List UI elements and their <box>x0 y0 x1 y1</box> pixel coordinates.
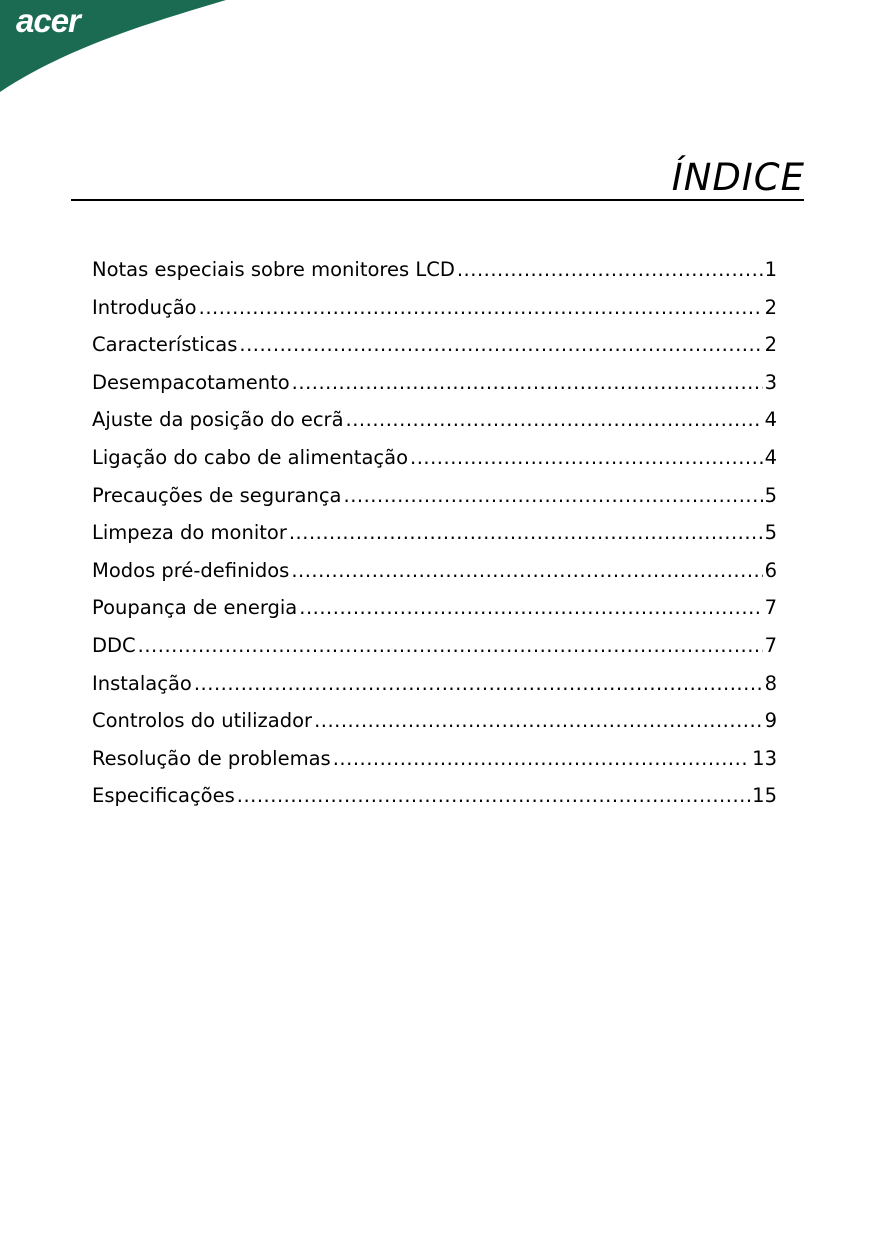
toc-leader-dots <box>289 514 763 552</box>
toc-entry-label: Precauções de segurança <box>92 483 342 507</box>
brand-logo-band <box>0 0 240 100</box>
toc-leader-dots <box>344 477 763 515</box>
toc-entry-label: Introdução <box>92 295 197 319</box>
toc-entry-page: 9 <box>764 709 777 733</box>
toc-entry[interactable] <box>92 702 777 740</box>
table-of-contents <box>92 251 777 815</box>
toc-entry-page: 13 <box>752 746 777 770</box>
toc-entry-label: Ligação do cabo de alimentação <box>92 445 408 469</box>
page-title: ÍNDICE <box>671 156 805 199</box>
toc-entry-page: 8 <box>764 671 777 695</box>
toc-entry-page: 7 <box>764 596 777 620</box>
toc-entry[interactable] <box>92 439 777 477</box>
brand-logo: acer <box>16 2 80 39</box>
toc-entry[interactable] <box>92 364 777 402</box>
toc-entry-page: 2 <box>764 295 777 319</box>
toc-entry-page: 4 <box>764 408 777 432</box>
toc-leader-dots <box>194 665 763 703</box>
toc-entry[interactable] <box>92 477 777 515</box>
toc-entry-label: Modos pré-definidos <box>92 558 290 582</box>
toc-entry-label: Notas especiais sobre monitores LCD <box>92 258 455 281</box>
toc-leader-dots <box>291 552 762 590</box>
toc-leader-dots <box>299 589 762 627</box>
toc-entry-label: Controlos do utilizador <box>92 709 313 733</box>
toc-entry-page: 5 <box>764 521 777 545</box>
toc-leader-dots <box>333 740 750 778</box>
toc-entry[interactable] <box>92 289 777 327</box>
toc-entry-page: 7 <box>764 633 777 657</box>
toc-entry[interactable] <box>92 740 777 778</box>
toc-entry[interactable] <box>92 589 777 627</box>
toc-entry-page: 2 <box>764 333 777 357</box>
toc-entry[interactable] <box>92 514 777 552</box>
toc-entry-label: Especificações <box>92 784 235 808</box>
toc-entry-label: Desempacotamento <box>92 370 290 394</box>
toc-entry-page: 6 <box>764 558 777 582</box>
toc-entry[interactable] <box>92 627 777 665</box>
toc-leader-dots <box>457 251 763 289</box>
toc-entry[interactable] <box>92 552 777 590</box>
toc-entry-page: 1 <box>764 258 777 281</box>
toc-entry-page: 4 <box>764 445 777 469</box>
toc-entry-page: 3 <box>764 370 777 394</box>
toc-leader-dots <box>138 627 763 665</box>
toc-entry-label: DDC <box>92 633 136 657</box>
toc-entry-page: 15 <box>752 784 777 808</box>
toc-leader-dots <box>199 289 763 327</box>
toc-leader-dots <box>346 401 763 439</box>
toc-entry[interactable] <box>92 401 777 439</box>
toc-leader-dots <box>314 702 763 740</box>
toc-leader-dots <box>410 439 763 477</box>
toc-leader-dots <box>239 326 762 364</box>
toc-entry-label: Limpeza do monitor <box>92 521 287 545</box>
toc-entry-label: Ajuste da posição do ecrã <box>92 408 344 432</box>
toc-entry[interactable] <box>92 326 777 364</box>
toc-entry[interactable] <box>92 665 777 703</box>
toc-entry[interactable] <box>92 251 777 289</box>
toc-entry[interactable] <box>92 777 777 815</box>
title-divider <box>71 199 804 201</box>
toc-entry-label: Instalação <box>92 671 192 695</box>
toc-entry-label: Características <box>92 333 238 357</box>
toc-entry-label: Resolução de problemas <box>92 746 331 770</box>
toc-leader-dots <box>292 364 763 402</box>
toc-leader-dots <box>237 777 750 815</box>
toc-entry-label: Poupança de energia <box>92 596 298 620</box>
toc-entry-page: 5 <box>764 483 777 507</box>
